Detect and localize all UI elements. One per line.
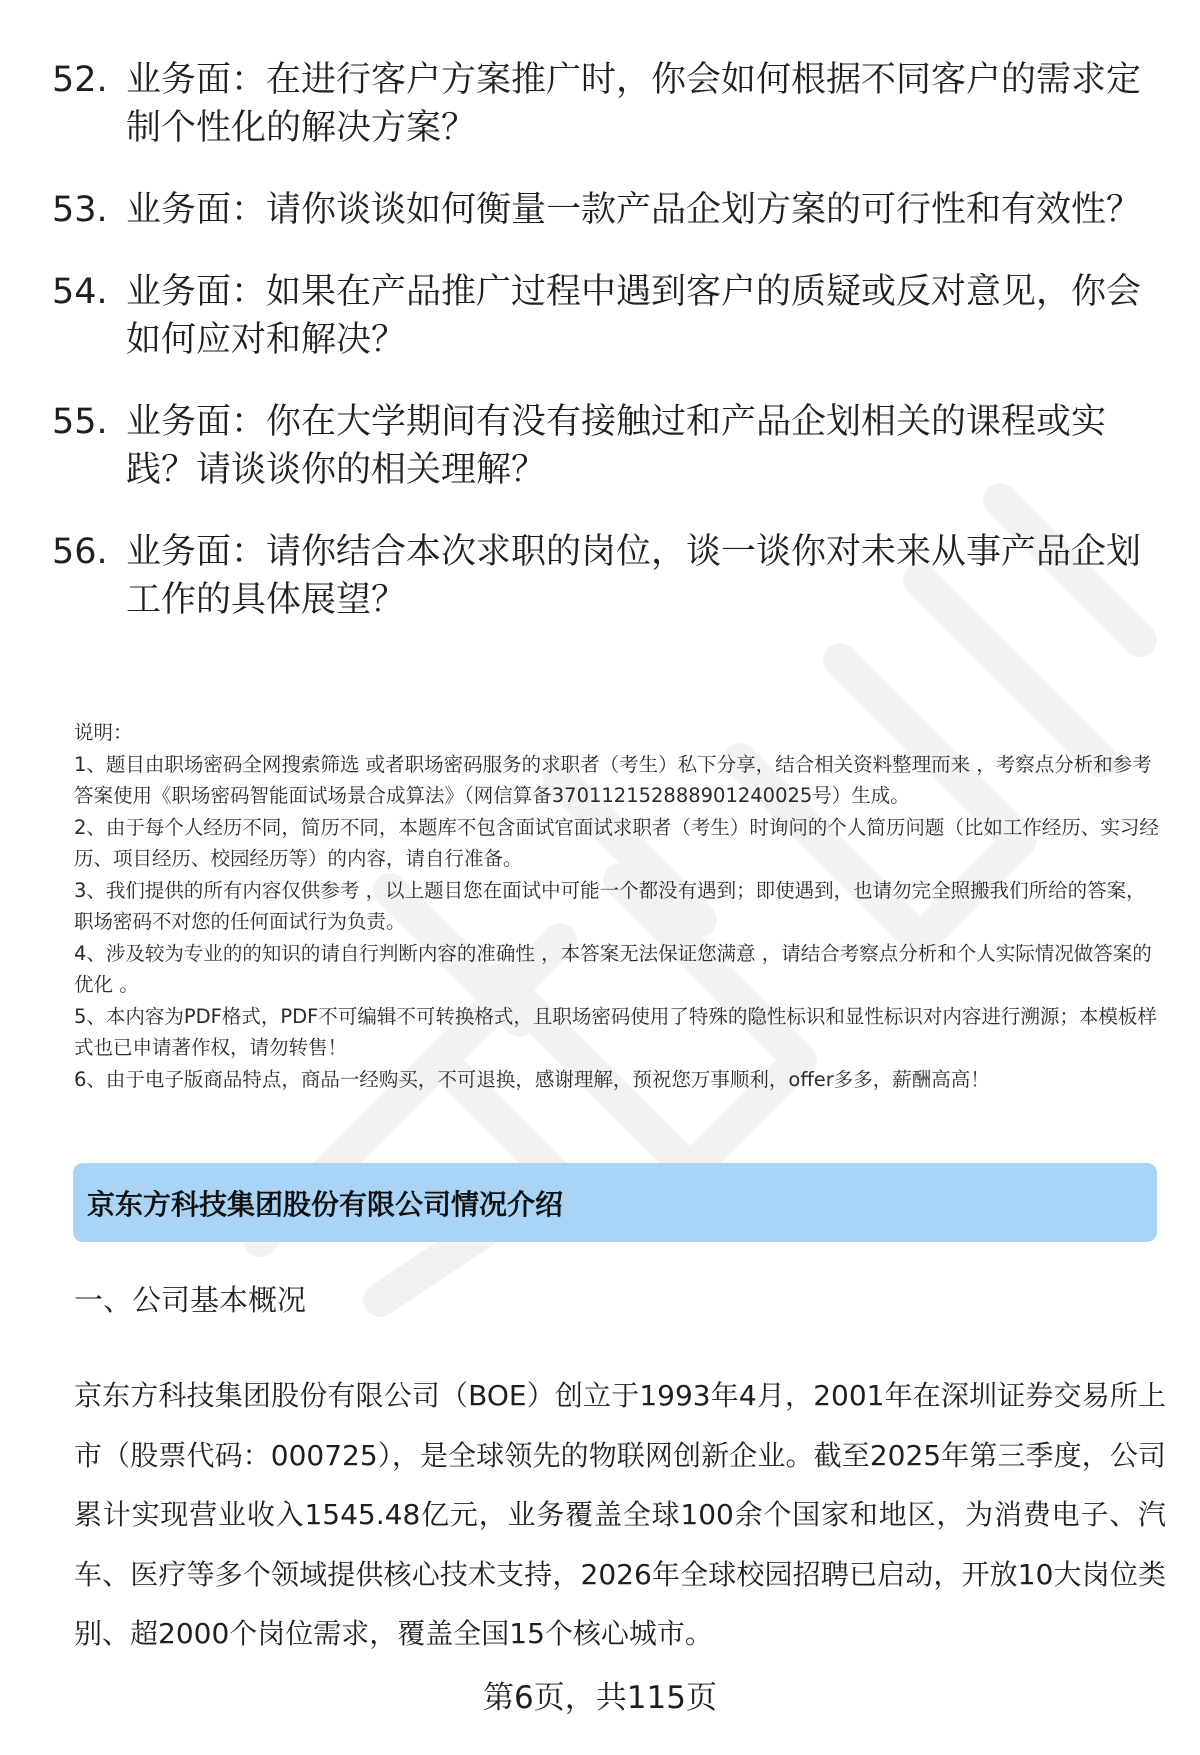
question-number: 56. — [52, 532, 108, 572]
section-title: 京东方科技集团股份有限公司情况介绍 — [87, 1187, 564, 1221]
question-number: 54. — [52, 272, 108, 312]
question-text: 业务面：如果在产品推广过程中遇到客户的质疑或反对意见，你会如何应对和解决？ — [126, 272, 1142, 360]
company-overview-paragraph: 京东方科技集团股份有限公司（BOE）创立于1993年4月，2001年在深圳证券交易所上市（股票代码：000725），是全球领先的物联网创新企业。截至2025年第三季度，公司累计实现营业收入1545.48亿元，业务覆盖全球100余个国家和地区，为消费电子、汽车、医疗等多个领域提供核心技术支持，2026年全球校园招聘已启动，开放10大岗位类别、超2000个岗位需求，覆盖全国15个核心城市。 — [74, 1379, 1166, 1651]
question-number: 55. — [52, 402, 108, 442]
question-number: 53. — [52, 190, 108, 230]
note-item: 6、由于电子版商品特点，商品一经购买，不可退换，感谢理解，预祝您万事顺利，offer多多，薪酬高高！ — [74, 1067, 990, 1091]
notes-title: 说明： — [74, 721, 133, 744]
notes-section — [74, 717, 1164, 1095]
section-subheading: 一、公司基本概况 — [74, 1283, 307, 1317]
question-text: 业务面：在进行客户方案推广时，你会如何根据不同客户的需求定制个性化的解决方案？ — [126, 60, 1142, 148]
question-item — [52, 268, 1152, 364]
note-item: 4、涉及较为专业的的知识的请自行判断内容的准确性 ，本答案无法保证您满意 ，请结合考察点分析和个人实际情况做答案的优化 。 — [74, 941, 1152, 996]
section-banner — [73, 1163, 1157, 1242]
note-item: 1、题目由职场密码全网搜索筛选 或者职场密码服务的求职者（考生）私下分享，结合相关资料整理而来 ，考察点分析和参考答案使用《职场密码智能面试场景合成算法》（网信算备370112152888901240025号）生成。 — [74, 752, 1152, 807]
question-item — [52, 56, 1152, 152]
question-item — [52, 186, 1152, 234]
question-number: 52. — [52, 60, 108, 100]
question-item — [52, 398, 1152, 494]
note-item: 5、本内容为PDF格式，PDF不可编辑不可转换格式，且职场密码使用了特殊的隐性标识和显性标识对内容进行溯源；本模板样式也已申请著作权，请勿转售！ — [74, 1004, 1157, 1059]
note-item: 2、由于每个人经历不同，简历不同，本题库不包含面试官面试求职者（考生）时询问的个人简历问题（比如工作经历、实习经历、项目经历、校园经历等）的内容，请自行准备。 — [74, 815, 1159, 870]
question-text: 业务面：你在大学期间有没有接触过和产品企划相关的课程或实践？请谈谈你的相关理解？ — [126, 402, 1107, 490]
page-footer: 第6页，共115页 — [483, 1680, 717, 1716]
question-list — [52, 56, 1152, 658]
question-item — [52, 528, 1152, 624]
note-item: 3、我们提供的所有内容仅供参考 ，以上题目您在面试中可能一个都没有遇到；即使遇到，也请勿完全照搬我们所给的答案，职场密码不对您的任何面试行为负责。 — [74, 878, 1146, 933]
question-text: 业务面：请你结合本次求职的岗位，谈一谈你对未来从事产品企划工作的具体展望？ — [126, 532, 1142, 620]
question-text: 业务面：请你谈谈如何衡量一款产品企划方案的可行性和有效性？ — [126, 190, 1142, 230]
